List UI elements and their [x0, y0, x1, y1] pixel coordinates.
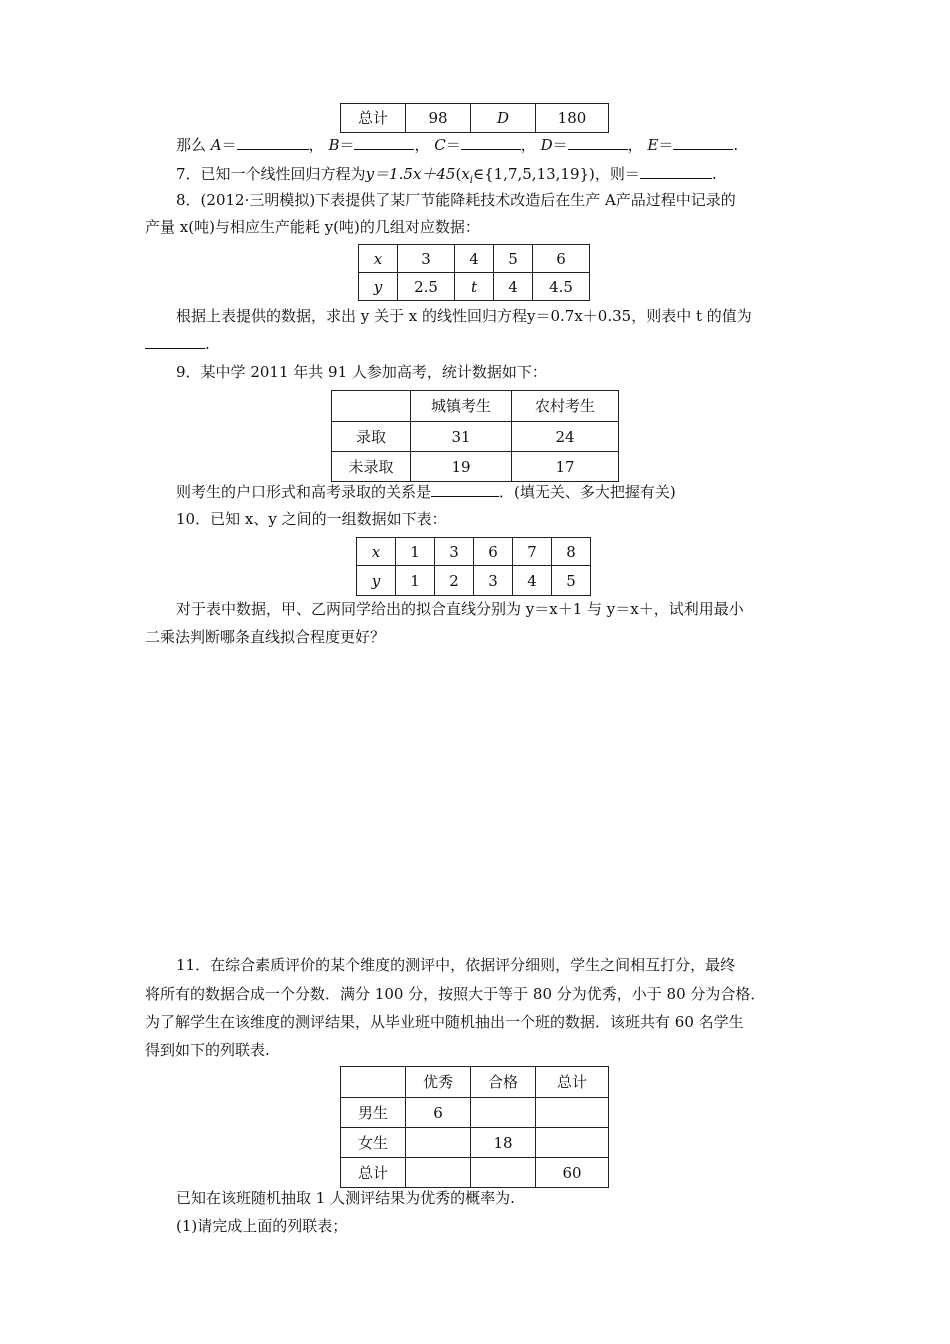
text: 在综合素质评价的某个维度的测评中，依据评分细则，学生之间相互打分，最终	[210, 956, 736, 974]
table-cell: 女生	[341, 1128, 406, 1158]
table-cell: 总计	[341, 1158, 406, 1188]
table-cell	[471, 1098, 536, 1128]
question-10	[176, 509, 447, 529]
blank-d[interactable]	[568, 135, 628, 150]
question-8-blank-line	[145, 334, 210, 354]
text: 得到如下的列联表.	[145, 1041, 270, 1059]
text: 则考生的户口形式和高考录取的关系是	[176, 483, 432, 501]
text: ＝	[658, 136, 674, 154]
text: ，	[520, 136, 536, 154]
table-cell: x	[359, 245, 398, 273]
text: 对于表中数据，甲、乙两同学给出的拟合直线分别为 y＝x＋1 与 y＝x＋，试利用最小	[176, 600, 744, 618]
table-cell: 总计	[341, 104, 406, 133]
table-cell	[406, 1128, 471, 1158]
table-row	[341, 1158, 609, 1188]
q10-table	[356, 537, 591, 596]
table-cell	[536, 1098, 609, 1128]
text: 为了解学生在该维度的测评结果，从毕业班中随机抽出一个班的数据．该班共有 60 名学生	[145, 1013, 744, 1031]
table-row	[357, 566, 591, 596]
text: (2012·三明模拟)下表提供了某厂节能降耗技术改造后在生产 A产品过程中记录的	[200, 191, 736, 209]
question-8-line1	[176, 190, 736, 210]
question-11-line3	[145, 1012, 744, 1032]
question-number: 7．	[176, 165, 201, 183]
question-11-line1	[176, 955, 735, 975]
table-cell: y	[359, 273, 398, 301]
table-cell	[406, 1158, 471, 1188]
table-cell: 2.5	[398, 273, 455, 301]
table-cell: 8	[552, 538, 591, 566]
text: ∈{1,7,5,13,19})，则＝	[472, 165, 640, 183]
text: 那么	[176, 136, 211, 154]
text: 将所有的数据合成一个分数．满分 100 分，按照大于等于 80 分为优秀，小于 80 分为合格．	[145, 985, 766, 1003]
q11-table	[340, 1066, 609, 1188]
question-7	[176, 164, 717, 191]
q8-table	[358, 244, 590, 301]
text: .	[733, 136, 739, 154]
table-cell: 优秀	[406, 1067, 471, 1098]
text: ＝	[221, 136, 237, 154]
table-cell: 农村考生	[512, 391, 619, 422]
table-row	[359, 245, 590, 273]
text: ，	[627, 136, 643, 154]
text: 已知在该班随机抽取 1 人测评结果为优秀的概率为.	[176, 1189, 515, 1207]
text: ＝	[552, 136, 568, 154]
blank-q7[interactable]	[640, 164, 712, 179]
table-cell: x	[357, 538, 396, 566]
text: ，	[414, 136, 430, 154]
table-cell: 3	[398, 245, 455, 273]
table-cell: 1	[396, 566, 435, 596]
question-number: 9．	[176, 363, 201, 381]
table-row	[341, 1128, 609, 1158]
text: ＝	[445, 136, 461, 154]
text: (1)请完成上面的列联表；	[176, 1217, 348, 1235]
table-cell: 录取	[332, 422, 411, 452]
question-11-sub1	[176, 1216, 347, 1236]
table-row	[341, 1067, 609, 1098]
question-11-line4	[145, 1040, 270, 1060]
question-11-after	[176, 1188, 515, 1208]
table-cell: 7	[513, 538, 552, 566]
question-8-line2	[145, 217, 480, 237]
table-cell	[471, 1158, 536, 1188]
table-row	[357, 538, 591, 566]
question-8-after	[176, 306, 752, 326]
text: 二乘法判断哪条直线拟合程度更好？	[145, 628, 386, 646]
var-a: A	[210, 136, 222, 154]
table-row	[341, 104, 609, 133]
text: 产量 x(吨)与相应生产能耗 y(吨)的几组对应数据：	[145, 218, 480, 236]
table-cell	[332, 391, 411, 422]
table-cell: 3	[435, 538, 474, 566]
table-cell: 60	[536, 1158, 609, 1188]
text: .	[711, 165, 717, 183]
text: .	[205, 335, 210, 353]
table-cell: 19	[411, 452, 512, 482]
blank-b[interactable]	[354, 135, 414, 150]
text: 已知一个线性回归方程为	[200, 165, 366, 183]
text: 已知 x、y 之间的一组数据如下表：	[210, 510, 447, 528]
table-cell: 24	[512, 422, 619, 452]
table-cell: 男生	[341, 1098, 406, 1128]
table-cell: 2	[435, 566, 474, 596]
var-d: D	[540, 136, 553, 154]
question-11-line2	[145, 984, 765, 1004]
table-cell: 6	[533, 245, 590, 273]
table-cell: 合格	[471, 1067, 536, 1098]
table-cell: 4	[455, 245, 494, 273]
table-cell: 18	[471, 1128, 536, 1158]
text: 某中学 2011 年共 91 人参加高考，统计数据如下：	[200, 363, 547, 381]
table-cell: 总计	[536, 1067, 609, 1098]
table-cell: 5	[494, 245, 533, 273]
var-b: B	[328, 136, 340, 154]
table-row	[332, 391, 619, 422]
table-cell: t	[455, 273, 494, 301]
table-cell: 城镇考生	[411, 391, 512, 422]
table-cell	[341, 1067, 406, 1098]
table-cell: 4	[494, 273, 533, 301]
table-row	[359, 273, 590, 301]
table-cell: 17	[512, 452, 619, 482]
text: 根据上表提供的数据，求出 y 关于 x 的线性回归方程y＝0.7x＋0.35，则表中 t 的值为	[176, 307, 752, 325]
table-cell: 180	[536, 104, 609, 133]
table-cell: 6	[406, 1098, 471, 1128]
var-c: C	[434, 136, 446, 154]
blank-e[interactable]	[673, 135, 733, 150]
equation: y＝1.5x＋45	[365, 165, 456, 183]
q9-table	[331, 390, 619, 482]
blank-q8[interactable]	[145, 334, 205, 349]
table-cell: 4	[513, 566, 552, 596]
table-cell	[536, 1128, 609, 1158]
var-e: E	[647, 136, 659, 154]
table-cell: 6	[474, 538, 513, 566]
table-cell: 31	[411, 422, 512, 452]
question-10-after1	[176, 599, 744, 619]
question-10-after2	[145, 627, 385, 647]
text: (	[455, 165, 462, 183]
blank-c[interactable]	[461, 135, 521, 150]
table-cell: D	[471, 104, 536, 133]
table-cell: 5	[552, 566, 591, 596]
table-row	[332, 422, 619, 452]
answer-line-ae	[176, 135, 738, 155]
table-row	[341, 1098, 609, 1128]
table-cell: 4.5	[533, 273, 590, 301]
question-number: 8．	[176, 191, 201, 209]
var-x: x	[461, 165, 470, 183]
question-number: 11．	[176, 956, 211, 974]
text: ，	[308, 136, 324, 154]
text: ．(填无关、多大把握有关)	[499, 483, 676, 501]
question-9-after	[176, 482, 676, 502]
text: ＝	[339, 136, 355, 154]
table-cell: 3	[474, 566, 513, 596]
question-number: 10．	[176, 510, 211, 528]
blank-a[interactable]	[237, 135, 309, 150]
table-cell: 1	[396, 538, 435, 566]
table-cell: y	[357, 566, 396, 596]
blank-q9[interactable]	[431, 482, 499, 497]
subscript: i	[469, 175, 473, 186]
table-row	[332, 452, 619, 482]
table-cell: 98	[406, 104, 471, 133]
table-cell: 未录取	[332, 452, 411, 482]
question-9	[176, 362, 547, 382]
total-row-table	[340, 103, 609, 133]
